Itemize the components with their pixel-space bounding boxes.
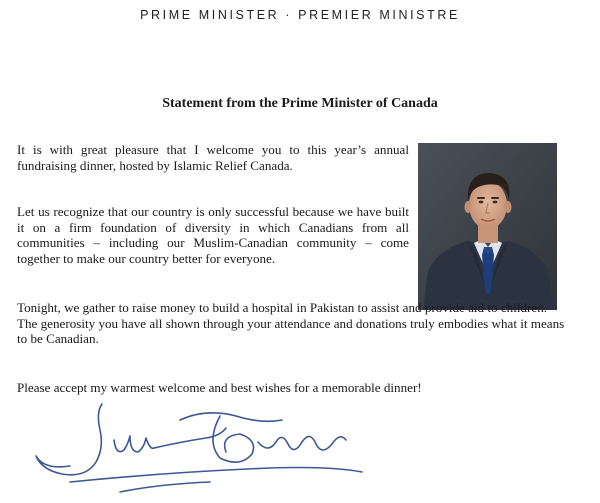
paragraph-welcome — [17, 142, 409, 173]
paragraph-text: Please accept my warmest welcome and best wishes for a memorable dinner! — [17, 380, 422, 395]
statement-title: Statement from the Prime Minister of Canada — [162, 96, 438, 111]
paragraph-text: Let us recognize that our country is only successful because we have built it on a firm foundation of diversity in which Canadians from all communities – including our Muslim-Canadian community – come together to make our country better for everyone. — [17, 204, 409, 267]
paragraph-diversity — [17, 204, 409, 267]
letterhead: PRIME MINISTER · PREMIER MINISTRE — [140, 8, 460, 22]
paragraph-hospital — [17, 300, 570, 347]
paragraph-text: It is with great pleasure that I welcome you to this year’s annual fundraising dinner, hosted by Islamic Relief Canada. — [17, 142, 409, 173]
paragraph-closing — [17, 380, 587, 396]
paragraph-text: Tonight, we gather to raise money to build a hospital in Pakistan to assist and provide aid to children. The generosity you have all shown through your attendance and donations truly embodies what it means to be Canadian. — [17, 300, 565, 347]
portrait-photo — [418, 143, 557, 310]
handwritten-signature — [30, 398, 370, 498]
